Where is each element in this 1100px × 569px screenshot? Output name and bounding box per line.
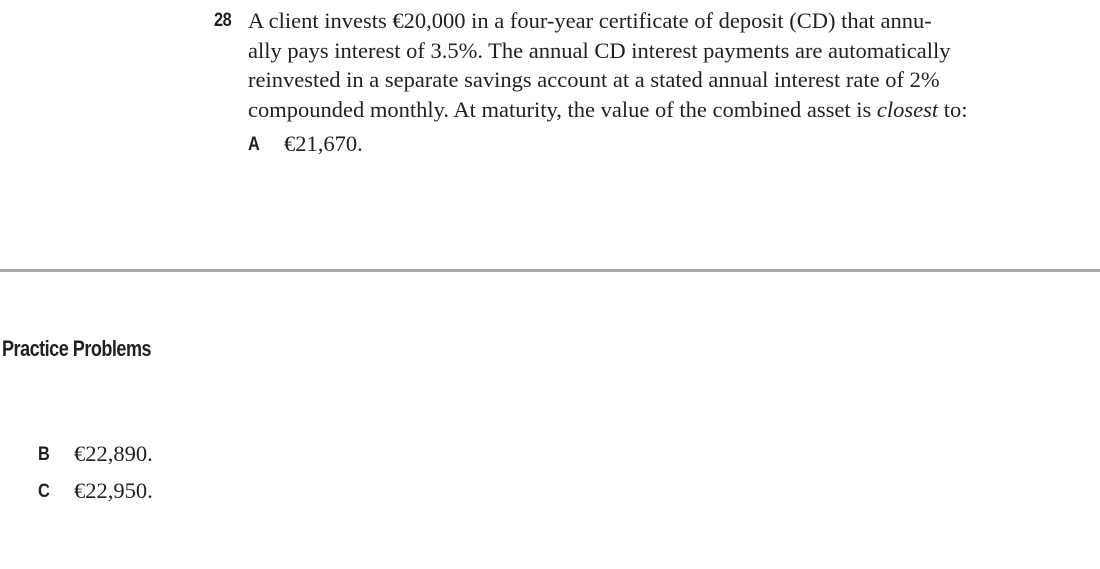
option-c-text: €22,950.	[74, 478, 153, 503]
option-a-letter: A	[248, 134, 260, 155]
question-number: 28	[214, 10, 232, 31]
question-line: reinvested in a separate savings account at a stated annual interest rate of 2%	[248, 67, 940, 92]
question-line: ally pays interest of 3.5%. The annual CD interest payments are automatically	[248, 37, 951, 63]
option-a-text: €21,670.	[284, 131, 363, 156]
question-line	[248, 95, 1068, 125]
question-line-suffix: to:	[938, 96, 968, 122]
section-heading: Practice Problems	[2, 336, 152, 361]
question-text	[248, 6, 1068, 124]
page-divider	[0, 269, 1100, 272]
option-c-letter: C	[38, 481, 50, 502]
question-emphasis: closest	[876, 96, 939, 122]
option-b-text: €22,890.	[74, 441, 153, 466]
question-line-prefix: compounded monthly. At maturity, the value of the combined asset is	[248, 96, 877, 122]
option-b-letter: B	[38, 444, 50, 465]
question-line: A client invests €20,000 in a four-year certificate of deposit (CD) that annu-	[248, 8, 932, 33]
